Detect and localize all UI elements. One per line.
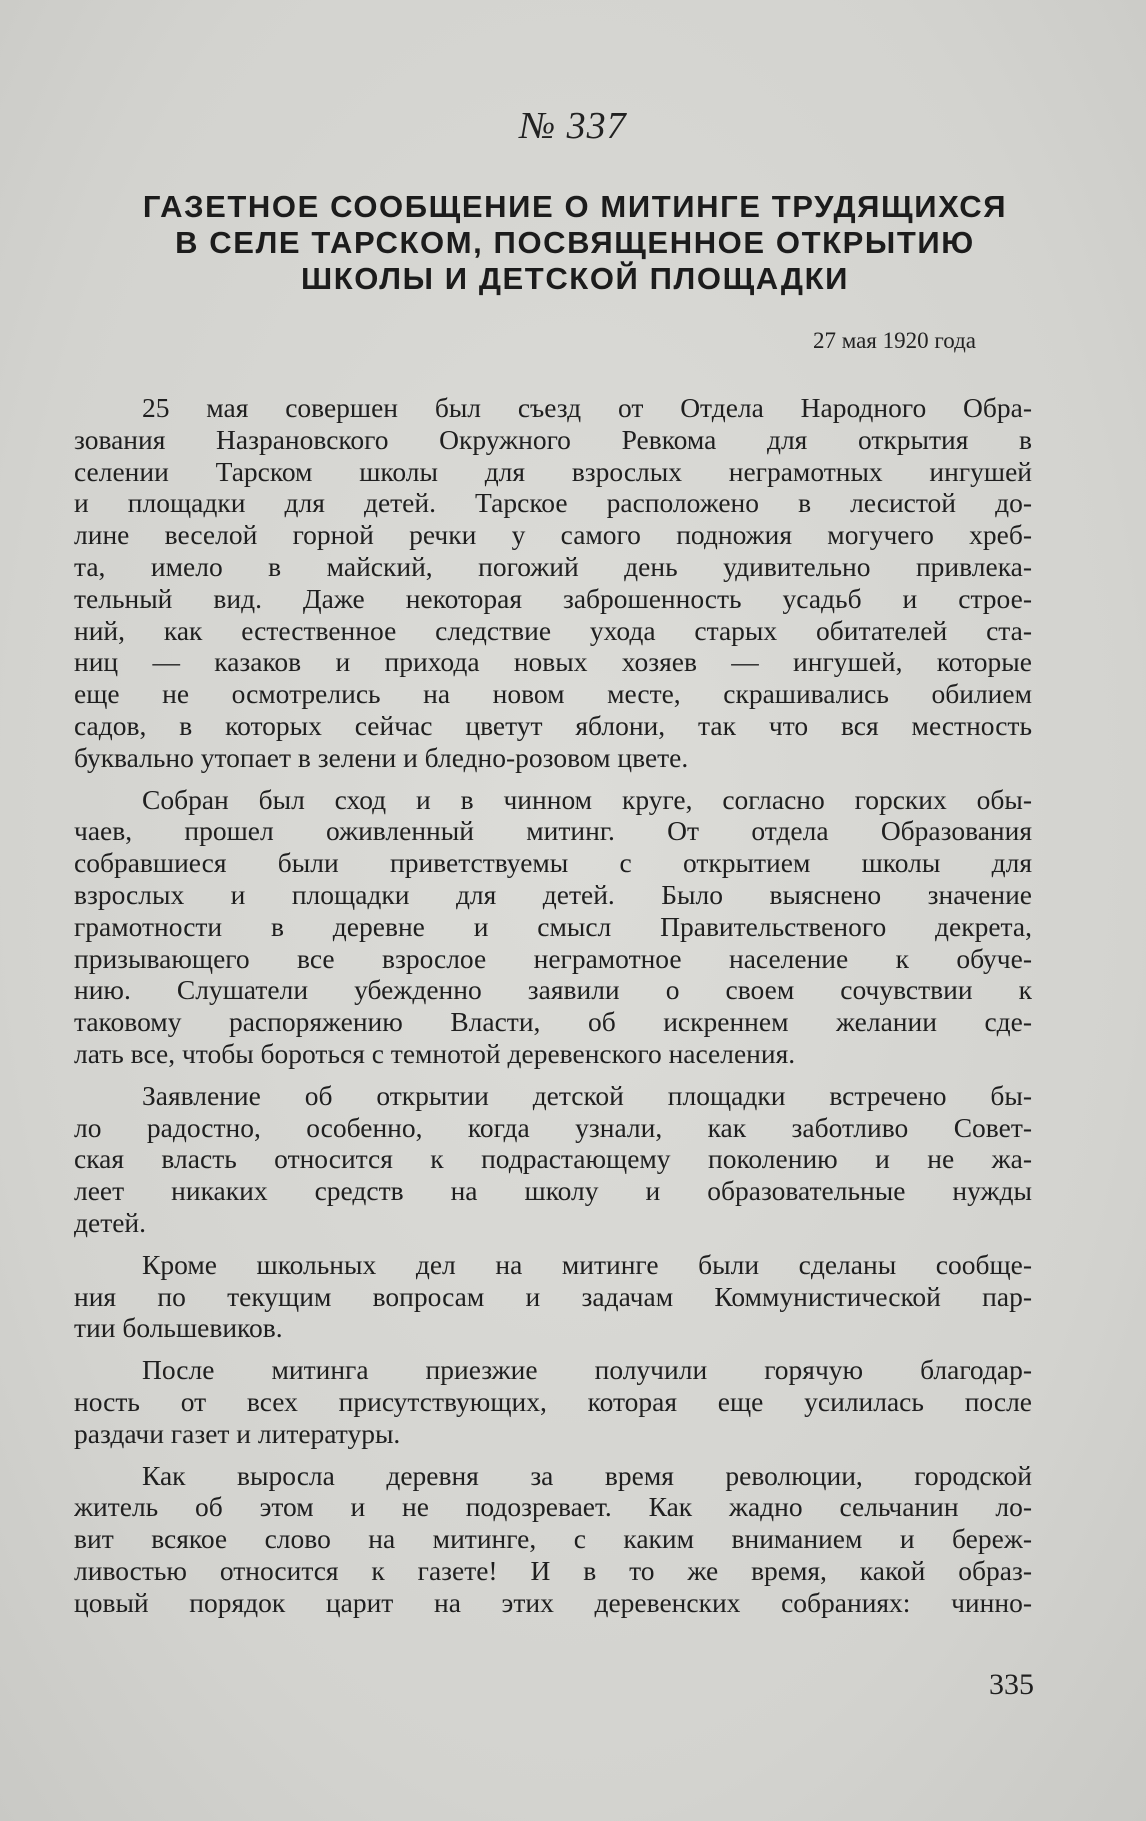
document-title: [70, 189, 1080, 297]
text-line: ло радостно, особенно, когда узнали, как заботливо Совет-: [74, 1111, 1032, 1143]
text-line: цовый порядок царит на этих деревенских собраниях: чинно-: [74, 1586, 1032, 1618]
text-line: нию. Слушатели убежденно заявили о своем сочувствии к: [74, 974, 1032, 1006]
text-line: чаев, прошел оживленный митинг. От отдела Образования: [74, 815, 1032, 847]
paragraph: [74, 1249, 1032, 1344]
text-line: Собран был сход и в чинном круге, согласно горских обы-: [142, 783, 1032, 815]
paragraph: [74, 1460, 1032, 1619]
paragraph: [74, 392, 1032, 774]
text-line: садов, в которых сейчас цветут яблони, так что вся местность: [74, 709, 1032, 741]
text-line: лать все, чтобы бороться с темнотой деревенского населения.: [74, 1037, 796, 1069]
text-line: раздачи газет и литературы.: [74, 1417, 401, 1449]
text-line: Кроме школьных дел на митинге были сделаны сообще-: [142, 1248, 1032, 1280]
text-line: Заявление об открытии детской площадки встречено бы-: [142, 1079, 1032, 1111]
text-line: тии большевиков.: [74, 1312, 283, 1344]
text-line: лине веселой горной речки у самого подножия могучего хреб-: [74, 519, 1032, 551]
title-line: ШКОЛЫ И ДЕТСКОЙ ПЛОЩАДКИ: [301, 261, 849, 296]
text-line: 25 мая совершен был съезд от Отдела Народного Обра-: [142, 392, 1032, 423]
text-line: ливостью относится к газете! И в то же время, какой образ-: [74, 1554, 1032, 1586]
text-line: и площадки для детей. Тарское расположено в лесистой до-: [74, 487, 1032, 519]
text-line: Как выросла деревня за время революции, городской: [142, 1459, 1032, 1491]
page-number: 335: [989, 1668, 1034, 1701]
text-line: та, имело в майский, погожий день удивительно привлека-: [74, 550, 1032, 582]
text-line: селении Тарском школы для взрослых неграмотных ингушей: [74, 455, 1032, 487]
text-line: детей.: [74, 1206, 147, 1238]
text-line: таковому распоряжению Власти, об искреннем желании сде-: [74, 1006, 1032, 1038]
document-number: № 337: [519, 105, 627, 147]
paragraph: [74, 1354, 1032, 1449]
text-line: ниц — казаков и прихода новых хозяев — ингушей, которые: [74, 646, 1032, 678]
text-line: леет никаких средств на школу и образовательные нужды: [74, 1175, 1032, 1207]
text-line: буквально утопает в зелени и бледно-розовом цвете.: [74, 741, 689, 773]
text-line: призывающего все взрослое неграмотное население к обуче-: [74, 942, 1032, 974]
text-line: взрослых и площадки для детей. Было выяснено значение: [74, 878, 1032, 910]
text-line: вит всякое слово на митинге, с каким вниманием и береж-: [74, 1523, 1032, 1555]
document-body: [74, 392, 1032, 1628]
text-line: тельный вид. Даже некоторая заброшенность усадьб и строе-: [74, 582, 1032, 614]
paragraph: [74, 784, 1032, 1070]
text-line: собравшиеся были приветствуемы с открытием школы для: [74, 847, 1032, 879]
text-line: ния по текущим вопросам и задачам Коммунистической пар-: [74, 1280, 1032, 1312]
text-line: житель об этом и не подозревает. Как жадно сельчанин ло-: [74, 1491, 1032, 1523]
text-line: ний, как естественное следствие ухода старых обитателей ста-: [74, 614, 1032, 646]
title-line: ГАЗЕТНОЕ СООБЩЕНИЕ О МИТИНГЕ ТРУДЯЩИХСЯ: [142, 189, 1008, 224]
text-line: еще не осмотрелись на новом месте, скрашивались обилием: [74, 678, 1032, 710]
text-line: грамотности в деревне и смысл Правительственого декрета,: [74, 910, 1032, 942]
paragraph: [74, 1080, 1032, 1239]
text-line: зования Назрановского Окружного Ревкома для открытия в: [74, 423, 1032, 455]
title-line: В СЕЛЕ ТАРСКОМ, ПОСВЯЩЕННОЕ ОТКРЫТИЮ: [175, 225, 975, 260]
text-line: После митинга приезжие получили горячую благодар-: [142, 1354, 1032, 1386]
text-line: ность от всех присутствующих, которая еще усилилась после: [74, 1385, 1032, 1417]
text-line: ская власть относится к подрастающему поколению и не жа-: [74, 1143, 1032, 1175]
document-date: 27 мая 1920 года: [812, 328, 976, 353]
